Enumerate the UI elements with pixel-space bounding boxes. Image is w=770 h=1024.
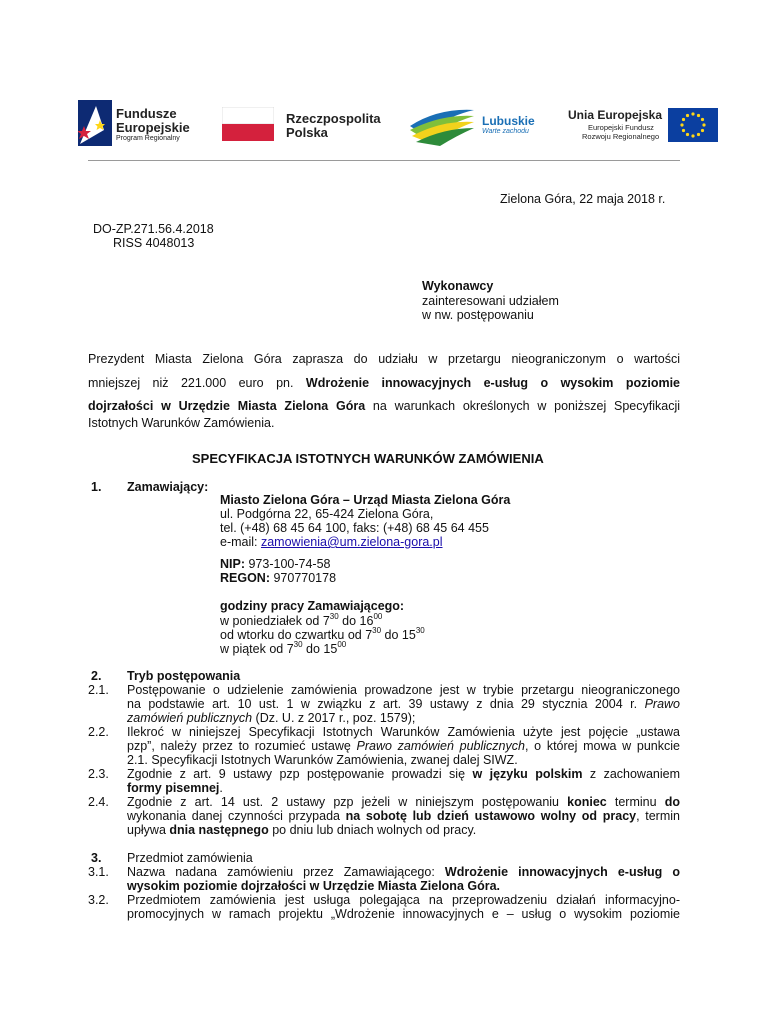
- page-title: SPECYFIKACJA ISTOTNYCH WARUNKÓW ZAMÓWIENIA: [192, 451, 544, 466]
- hours-sup: 30: [415, 626, 425, 635]
- act-title: Prawo zamówień publicznych: [356, 739, 525, 753]
- buyer-name: Miasto Zielona Góra – Urząd Miasta Zielona Góra: [220, 493, 511, 507]
- hours-title: godziny pracy Zamawiającego:: [220, 599, 405, 613]
- item-2-2-line1: Ilekroć w niniejszej Specyfikacji Istotnych Warunków Zamówienia użyte jest pojęcie „ustawa: [127, 725, 680, 739]
- buyer-email: [220, 535, 443, 550]
- act-title: Prawo: [644, 697, 680, 711]
- hours-monday: [220, 614, 382, 629]
- item-3-1-line2: wysokim poziomie dojrzałości w Urzędzie Miasta Zielona Góra.: [127, 879, 501, 893]
- rzeczpospolita-line2: Polska: [286, 125, 328, 140]
- item-2-4-text: , termin: [636, 809, 680, 823]
- reference-number: DO-ZP.271.56.4.2018: [93, 222, 214, 236]
- section1-number: 1.: [91, 480, 102, 494]
- item-3-1-line1: [127, 865, 680, 880]
- hours-text: do 16: [338, 614, 374, 628]
- eu-flag-icon: [668, 108, 718, 142]
- next-day-emphasis: dnia następnego: [169, 823, 269, 837]
- act-title-cont: zamówień publicznych: [127, 711, 253, 725]
- item-2-2-text: pzp”, należy przez to rozumieć ustawę: [127, 739, 357, 753]
- item-3-1-text: Nazwa nadana zamówieniu przez Zamawiającego:: [127, 865, 445, 879]
- buyer-phone: tel. (+48) 68 45 64 100, faks: (+48) 68 45 64 455: [220, 521, 489, 535]
- intro-line1: Prezydent Miasta Zielona Góra zaprasza do udziału w przetargu nieograniczonym o wartości: [88, 352, 680, 366]
- section3-title: Przedmiot zamówienia: [127, 851, 253, 865]
- fundusze-europejskie-icon: [78, 100, 112, 146]
- nip-value: 973-100-74-58: [245, 557, 331, 571]
- item-2-4-number: 2.4.: [88, 795, 109, 809]
- addressee-line3: w nw. postępowaniu: [422, 308, 534, 322]
- logo-fundusze-europejskie: [78, 100, 198, 150]
- lubuskie-name: Lubuskie: [482, 114, 535, 128]
- logo-rzeczpospolita-polska: [222, 107, 382, 147]
- buyer-street: ul. Podgórna 22, 65-424 Zielona Góra,: [220, 507, 434, 521]
- item-2-1-line1: Postępowanie o udzielenie zamówienia prowadzone jest w trybie przetargu nieograniczonego: [127, 683, 680, 697]
- item-2-3-text: z zachowaniem: [582, 767, 681, 781]
- fundusze-line2: Europejskie: [116, 120, 190, 135]
- intro-project-name-cont: dojrzałości w Urzędzie Miasta Zielona Góra: [88, 399, 366, 413]
- email-label: e-mail:: [220, 535, 261, 549]
- hours-text: w poniedziałek od 7: [220, 614, 330, 628]
- item-2-4-text: Zgodnie z art. 14 ust. 2 ustawy pzp jeżeli w niniejszym postępowaniu: [127, 795, 568, 809]
- document-date: Zielona Góra, 22 maja 2018 r.: [500, 192, 666, 206]
- item-2-4-text: upływa: [127, 823, 170, 837]
- language-emphasis: w języku polskim: [472, 767, 583, 781]
- ue-line2: Europejski Fundusz: [588, 123, 654, 132]
- logo-unia-europejska: [568, 104, 720, 148]
- hours-tue-thu: [220, 628, 425, 643]
- header-divider: [88, 160, 680, 161]
- hours-text: od wtorku do czwartku od 7: [220, 628, 373, 642]
- item-2-1-text: na podstawie art. 10 ust. 1 w związku z art. 39 ustawy z dnia 29 stycznia 2004 r.: [127, 697, 645, 711]
- item-2-3-line2: [127, 781, 223, 796]
- item-2-2-line2: [127, 739, 680, 754]
- deadline-emphasis: koniec: [567, 795, 607, 809]
- fundusze-line1: Fundusze: [116, 106, 177, 121]
- item-3-2-line2: promocyjnych w ramach projektu „Wdrożenie innowacyjnych e – usług o wysokim poziomie: [127, 907, 680, 921]
- ue-line3: Rozwoju Regionalnego: [582, 132, 660, 141]
- project-name: Wdrożenie innowacyjnych e-usług o: [444, 865, 680, 879]
- intro-line2-text: mniejszej niż 221.000 euro pn.: [88, 376, 306, 390]
- addressee-title: Wykonawcy: [422, 279, 494, 293]
- item-2-3-number: 2.3.: [88, 767, 109, 781]
- rzeczpospolita-line1: Rzeczpospolita: [286, 111, 381, 126]
- item-2-3-text: .: [219, 781, 223, 795]
- hours-sup: 00: [337, 640, 347, 649]
- item-2-4-line2: [127, 809, 680, 824]
- intro-line3-text: na warunkach określonych w poniższej Specyfikacji: [365, 399, 681, 413]
- item-2-1-text: (Dz. U. z 2017 r., poz. 1579);: [252, 711, 416, 725]
- fundusze-line3: Program Regionalny: [116, 135, 180, 142]
- section2-title: Tryb postępowania: [127, 669, 241, 683]
- addressee-line2: zainteresowani udziałem: [422, 294, 559, 308]
- item-3-2-line1: Przedmiotem zamówienia jest usługa polegająca na przeprowadzeniu działań informacyjno-: [127, 893, 680, 907]
- item-3-1-number: 3.1.: [88, 865, 109, 879]
- section2-number: 2.: [91, 669, 102, 683]
- item-2-2-line3: 2.1. Specyfikacji Istotnych Warunków Zamówienia, zwanej dalej SIWZ.: [127, 753, 518, 767]
- hours-text: do 15: [302, 642, 338, 656]
- intro-project-name: Wdrożenie innowacyjnych e-usług o wysokim poziomie: [305, 376, 680, 390]
- section1-title: Zamawiający:: [127, 480, 209, 494]
- item-2-4-text: po dniu lub dniach wolnych od pracy.: [268, 823, 477, 837]
- hours-text: do 15: [381, 628, 416, 642]
- hours-sup: 30: [329, 612, 339, 621]
- item-2-4-text: terminu: [606, 795, 665, 809]
- item-2-2-number: 2.2.: [88, 725, 109, 739]
- hours-text: w piątek od 7: [220, 642, 294, 656]
- item-2-3-line1: [127, 767, 680, 782]
- regon-value: 970770178: [270, 571, 337, 585]
- item-2-1-line3: [127, 711, 415, 726]
- lubuskie-icon: [408, 106, 476, 146]
- item-2-4-text: wykonania danej czynności przypada: [127, 809, 346, 823]
- item-2-1-number: 2.1.: [88, 683, 109, 697]
- holiday-emphasis: na sobotę lub dzień ustawowo wolny od pracy: [345, 809, 637, 823]
- item-2-1-line2: [127, 697, 680, 712]
- form-emphasis: formy pisemnej: [127, 781, 220, 795]
- intro-line4: Istotnych Warunków Zamówienia.: [88, 416, 275, 430]
- polish-flag-icon: [222, 107, 274, 141]
- item-2-2-text: , o której mowa w punkcie: [524, 739, 680, 753]
- email-link[interactable]: zamowienia@um.zielona-gora.pl: [260, 535, 443, 549]
- item-2-4-line3: [127, 823, 476, 838]
- hours-sup: 30: [372, 626, 382, 635]
- buyer-nip: [220, 557, 330, 572]
- item-3-2-number: 3.2.: [88, 893, 109, 907]
- item-2-3-text: Zgodnie z art. 9 ustawy pzp postępowanie prowadzi się: [127, 767, 473, 781]
- section3-number: 3.: [91, 851, 102, 865]
- hours-sup: 30: [293, 640, 303, 649]
- riss-number: RISS 4048013: [113, 236, 195, 250]
- lubuskie-tagline: Warte zachodu: [482, 128, 529, 135]
- nip-label: NIP:: [220, 557, 245, 571]
- item-2-4-line1: [127, 795, 680, 810]
- deadline-emphasis: do: [664, 795, 680, 809]
- ue-line1: Unia Europejska: [568, 108, 663, 122]
- regon-label: REGON:: [220, 571, 270, 585]
- buyer-regon: [220, 571, 336, 586]
- logo-lubuskie: [408, 106, 543, 150]
- hours-friday: [220, 642, 346, 657]
- hours-sup: 00: [373, 612, 383, 621]
